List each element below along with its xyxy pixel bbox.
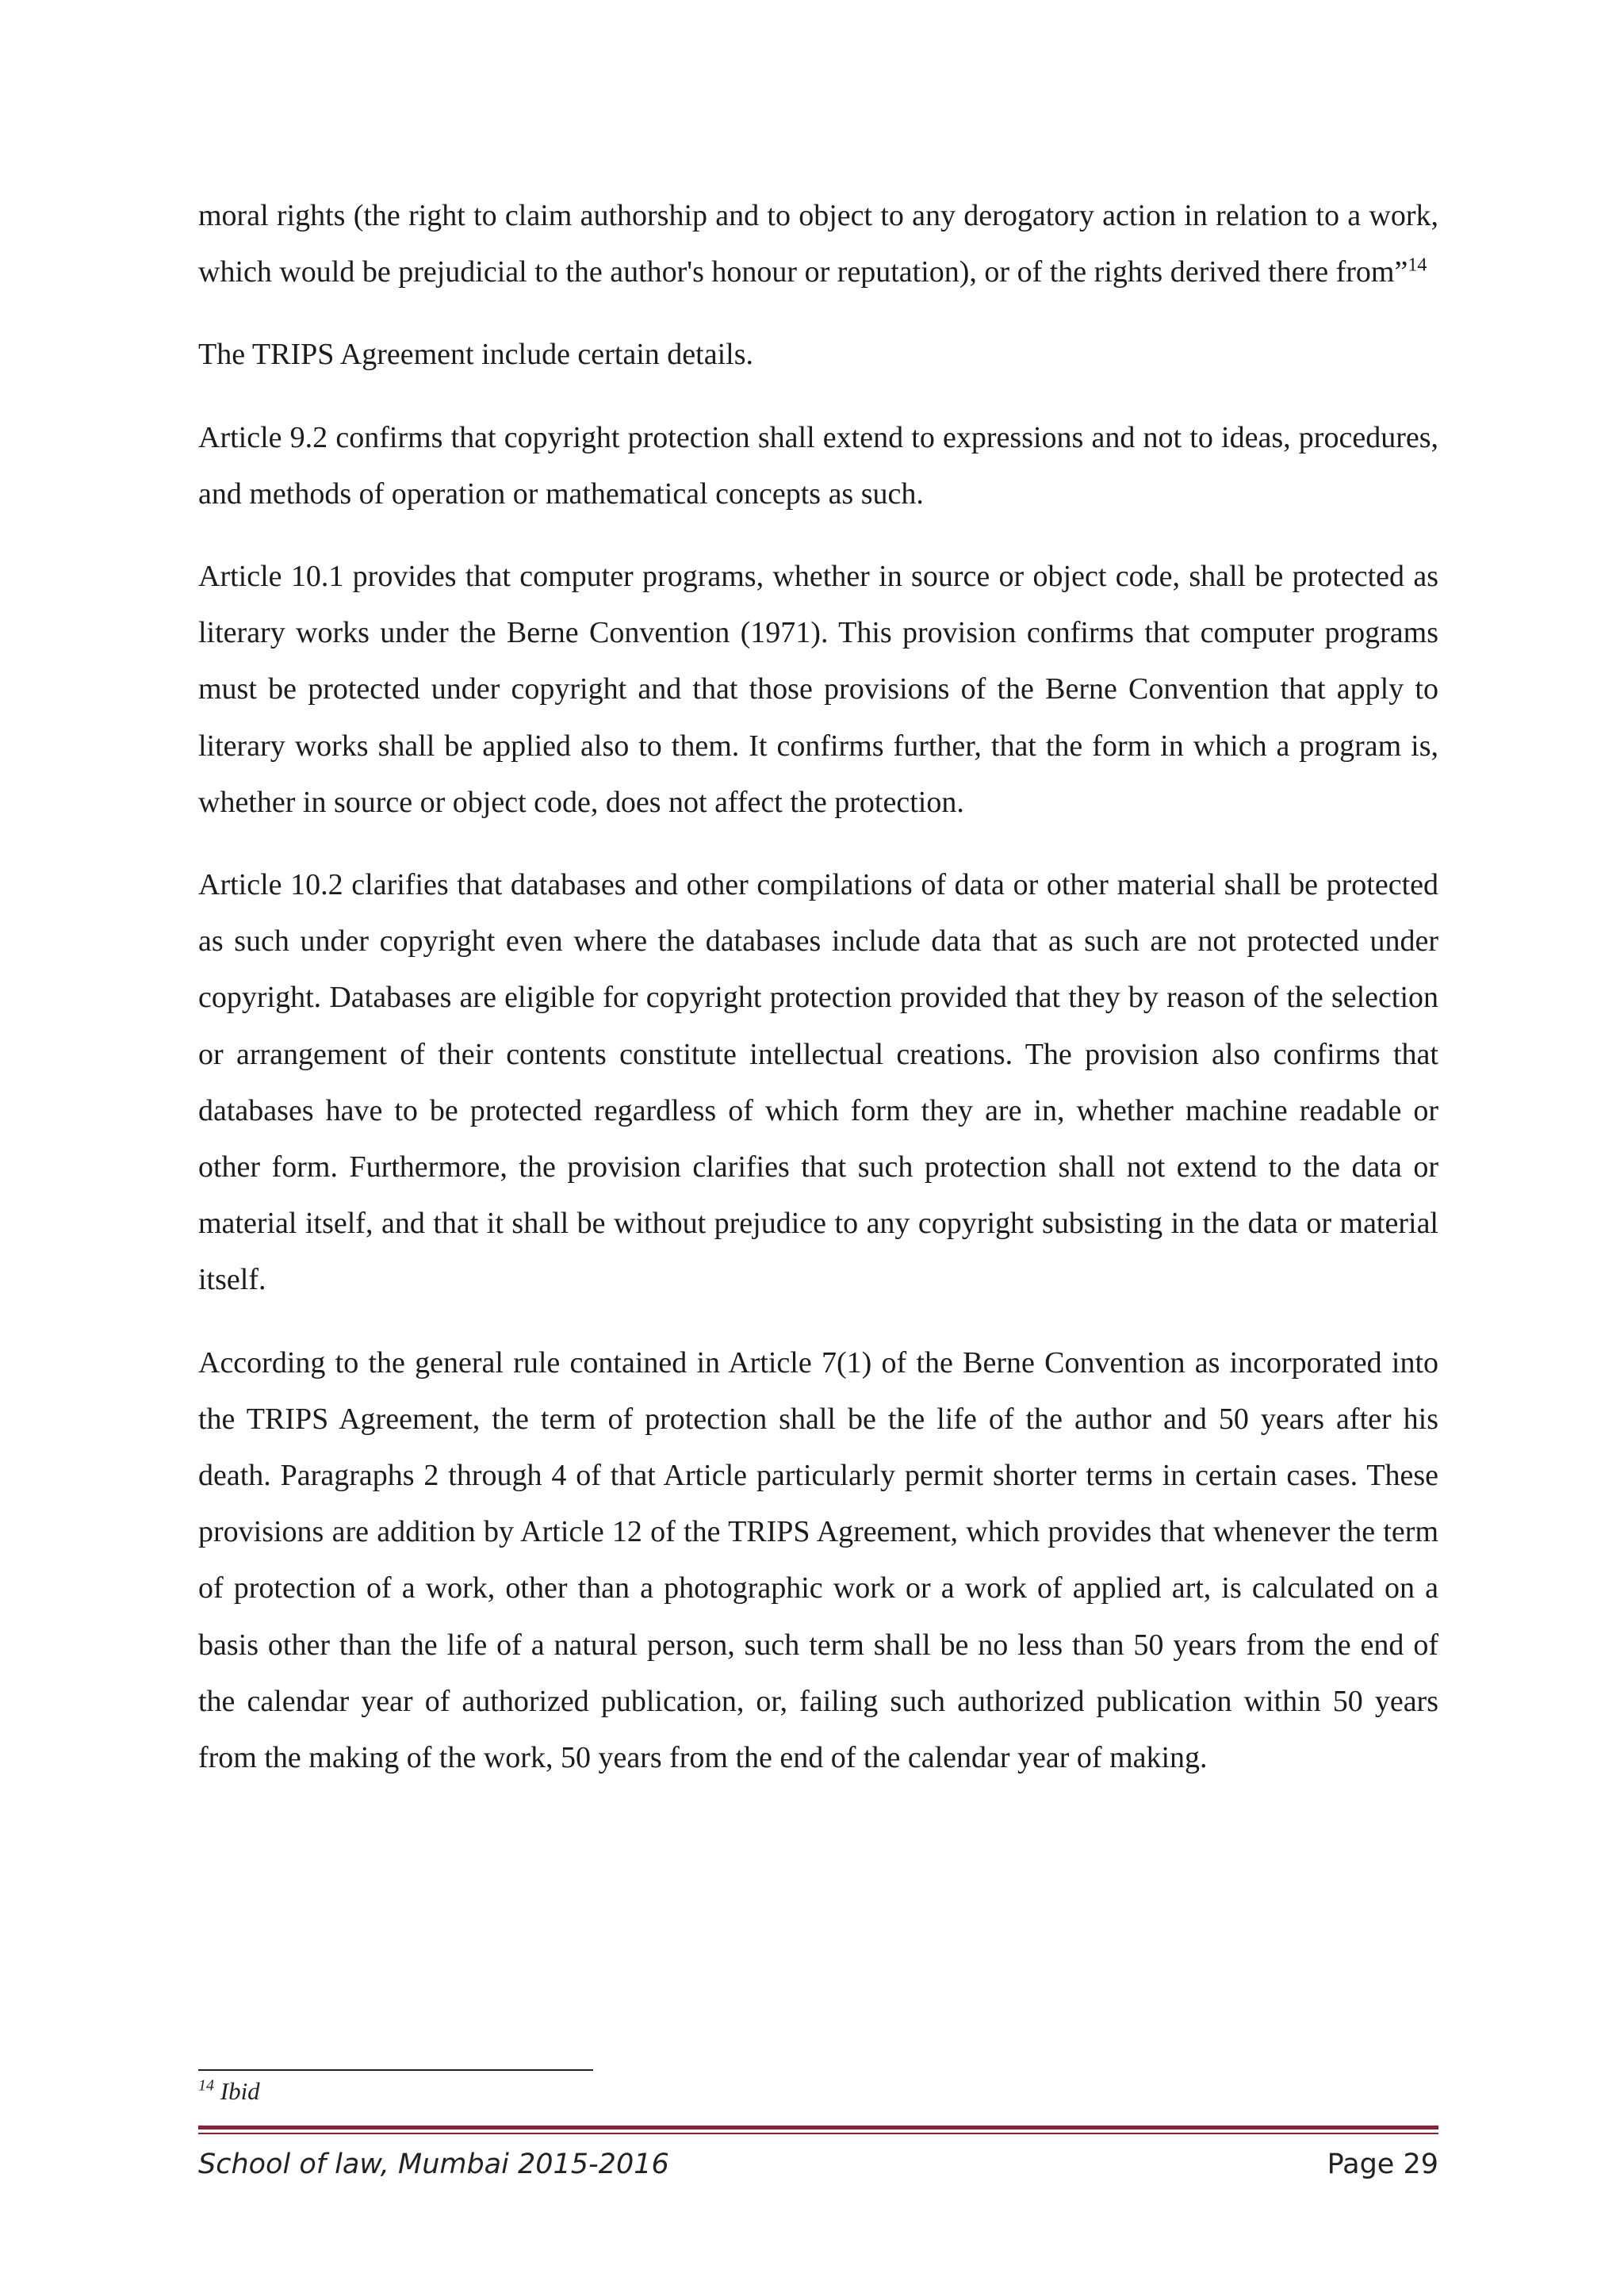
footnote-number: 14 [198,2076,214,2095]
paragraph-text: moral rights (the right to claim authorship and to object to any derogatory action in relation to a work, which would be prejudicial to the author's honour or reputation), or of the rights derived there from” [198,199,1438,289]
paragraph-term-of-protection: According to the general rule contained in Article 7(1) of the Berne Convention as incorporated into the TRIPS Agreement, the term of protection shall be the life of the author and 50 years after his death. Paragraphs 2 through 4 of that Article particularly permit shorter terms in certain cases. These provisions are addition by Article 12 of the TRIPS Agreement, which provides that whenever the term of protection of a work, other than a photographic work or a work of applied art, is calculated on a basis other than the life of a natural person, such term shall be no less than 50 years from the end of the calendar year of authorized publication, or, failing such authorized publication within 50 years from the making of the work, 50 years from the end of the calendar year of making. [198,1345,1438,1775]
footer-institution: School of law, Mumbai 2015-2016 [198,2149,669,2180]
footer-rule-thick [198,2126,1438,2130]
footnote [198,2074,260,2109]
paragraph-moral-rights [198,188,1438,300]
paragraph-article-10-2: Article 10.2 clarifies that databases and other compilations of data or other material shall be protected as such under copyright even where the databases include data that as such are not protected under copyright. Databases are eligible for copyright protection provided that they by reason of the selection or arrangement of their contents constitute intellectual creations. The provision also confirms that databases have to be protected regardless of which form they are in, whether machine readable or other form. Furthermore, the provision clarifies that such protection shall not extend to the data or material itself, and that it shall be without prejudice to any copyright subsisting in the data or material itself. [198,868,1438,1297]
footer-rule-thin [198,2133,1438,2134]
body-content [198,188,1438,1812]
footnote-reference[interactable]: 14 [1408,254,1427,276]
paragraph-article-9-2: Article 9.2 confirms that copyright protection shall extend to expressions and not to ideas, procedures, and methods of operation or mathematical concepts as such. [198,420,1438,511]
paragraph-trips-intro: The TRIPS Agreement include certain details. [198,338,753,372]
page-number: Page 29 [1327,2149,1438,2180]
paragraph-article-10-1: Article 10.1 provides that computer programs, whether in source or object code, shall be protected as literary works under the Berne Convention (1971). This provision confirms that computer programs must be protected under copyright and that those provisions of the Berne Convention that apply to literary works shall be applied also to them. It confirms further, that the form in which a program is, whether in source or object code, does not affect the protection. [198,560,1438,819]
footnote-text: Ibid [220,2077,260,2105]
footnote-divider [198,2069,593,2071]
